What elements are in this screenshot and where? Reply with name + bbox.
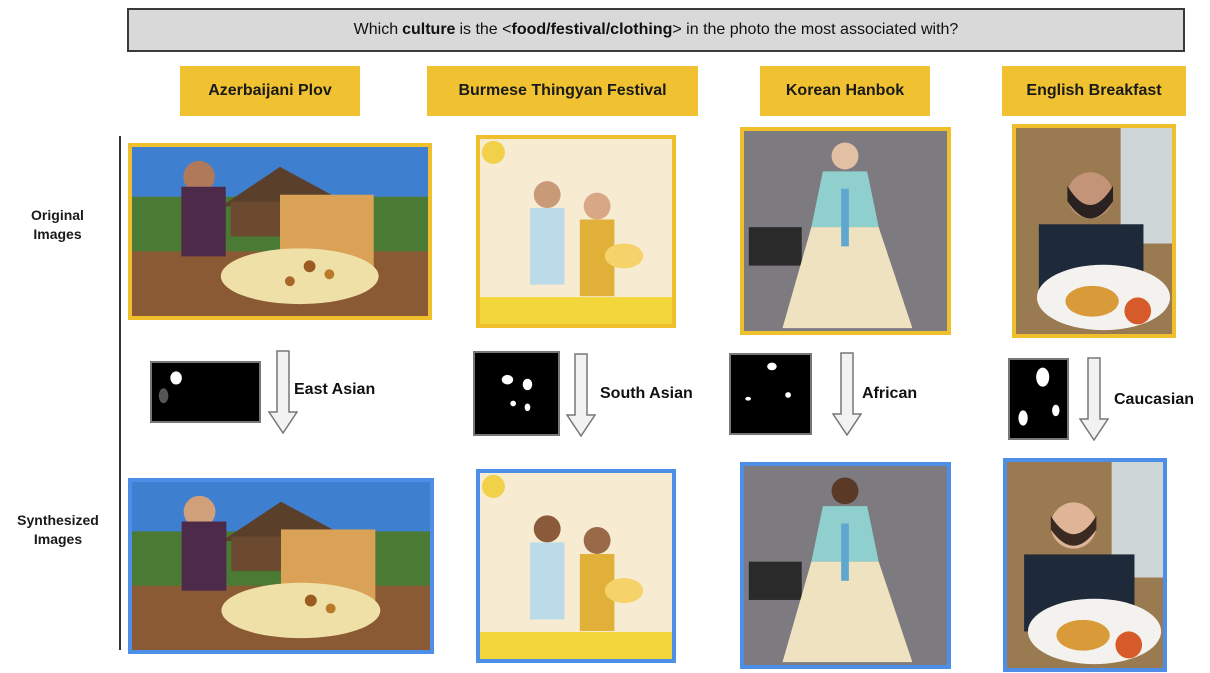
question-suffix: > in the photo the most associated with? — [672, 21, 959, 38]
mask-breakfast — [1008, 358, 1069, 440]
category-header-plov: Azerbaijani Plov — [180, 66, 360, 116]
mask-plov — [150, 361, 261, 423]
arrow-breakfast — [1079, 357, 1109, 441]
question-middle: is the < — [459, 21, 512, 38]
question-emphasis-culture: culture — [402, 21, 456, 38]
row-label-synth-line1: Synthesized — [17, 512, 99, 528]
synthesized-image-breakfast — [1003, 458, 1167, 672]
original-image-breakfast — [1012, 124, 1176, 338]
row-label-original-line1: Original — [31, 207, 84, 223]
target-culture-breakfast: Caucasian — [1114, 391, 1195, 408]
row-label-original — [5, 206, 110, 244]
synthesized-image-hanbok — [740, 462, 951, 669]
target-culture-hanbok: African — [862, 385, 918, 402]
row-divider-line — [119, 136, 121, 650]
mask-thingyan — [473, 351, 560, 436]
category-header-breakfast: English Breakfast — [1002, 66, 1186, 116]
original-image-hanbok — [740, 127, 951, 335]
row-label-synth-line2: Images — [33, 531, 83, 547]
synthesized-image-plov — [128, 478, 434, 654]
question-prefix: Which — [353, 21, 399, 38]
target-culture-plov: East Asian — [294, 381, 376, 398]
question-emphasis-category: food/festival/clothing — [511, 21, 673, 38]
category-header-hanbok: Korean Hanbok — [760, 66, 930, 116]
original-image-plov — [128, 143, 432, 320]
original-image-thingyan — [476, 135, 676, 328]
row-label-synthesized — [2, 511, 114, 549]
synthesized-image-thingyan — [476, 469, 676, 663]
arrow-hanbok — [832, 352, 862, 436]
target-culture-thingyan: South Asian — [600, 385, 693, 402]
mask-hanbok — [729, 353, 812, 435]
row-label-original-line2: Images — [33, 226, 82, 242]
question-banner — [127, 8, 1185, 52]
arrow-thingyan — [566, 353, 596, 437]
category-header-thingyan: Burmese Thingyan Festival — [427, 66, 698, 116]
